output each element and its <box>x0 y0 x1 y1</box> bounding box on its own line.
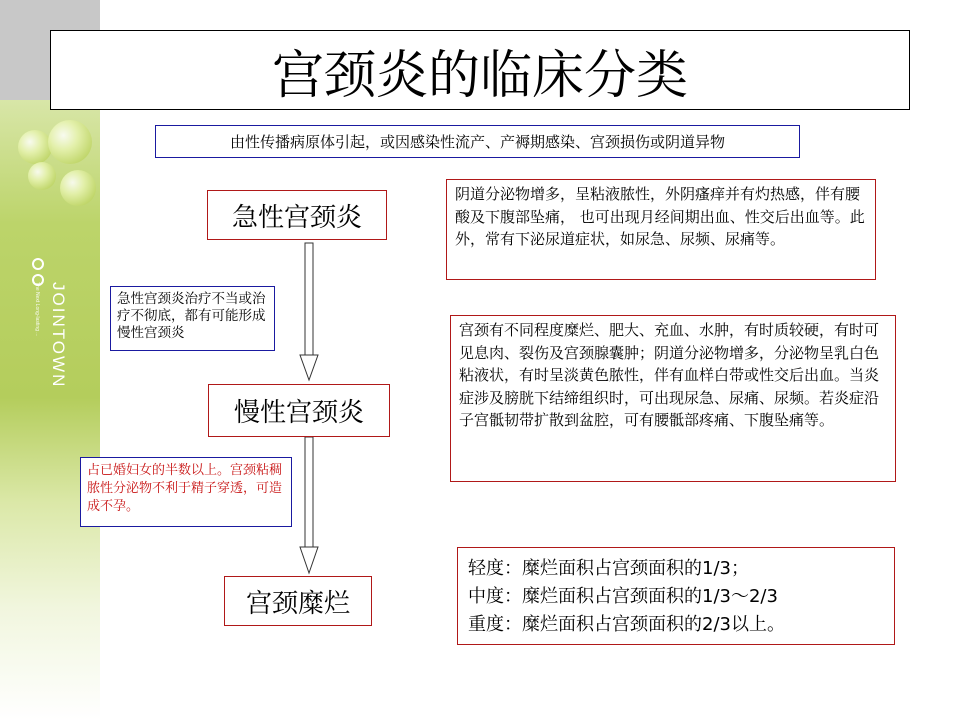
stage-acute-box: 急性宫颈炎 <box>207 190 387 240</box>
stage-erosion-box: 宫颈糜烂 <box>224 576 372 626</box>
bead-decoration <box>28 162 56 190</box>
acute-description-box: 阴道分泌物增多，呈粘液脓性，外阴瘙痒并有灼热感，伴有腰酸及下腹部坠痛， 也可出现月经间期出血、性交后出血等。此外，常有下泌尿道症状，如尿急、尿频、尿痛等。 <box>446 179 876 280</box>
grade-moderate: 中度：糜烂面积占宫颈面积的1/3～2/3 <box>468 586 778 607</box>
decorative-side-band <box>0 100 100 720</box>
bead-decoration <box>60 170 96 206</box>
note-acute-to-chronic: 急性宫颈炎治疗不当或治疗不彻底，都有可能形成慢性宫颈炎 <box>110 286 275 351</box>
bead-decoration <box>18 130 52 164</box>
chronic-description-box: 宫颈有不同程度糜烂、肥大、充血、水肿，有时质较硬，有时可见息肉、裂伤及宫颈腺囊肿；阴道分泌物增多，分泌物呈乳白色粘液状，有时呈淡黄色脓性，伴有血样白带或性交后出血。当炎症涉及膀胱下结缔组织时，可出现尿急、尿痛、尿频。若炎症沿子宫骶韧带扩散到盆腔，可有腰骶部疼痛、下腹坠痛等。 <box>450 315 896 482</box>
erosion-grade-box <box>457 547 895 645</box>
jointown-logo: JOINTOWN <box>49 282 68 389</box>
logo-tagline: The Next Long-lasting ... <box>34 282 40 337</box>
cause-text-box: 由性传播病原体引起，或因感染性流产、产褥期感染、宫颈损伤或阴道异物 <box>155 125 800 158</box>
grade-severe: 重度：糜烂面积占宫颈面积的2/3以上。 <box>468 614 785 635</box>
stage-chronic-box: 慢性宫颈炎 <box>208 384 390 437</box>
page-title: 宫颈炎的临床分类 <box>50 30 910 110</box>
grade-mild: 轻度：糜烂面积占宫颈面积的1/3； <box>468 558 749 579</box>
note-chronic-to-erosion: 占已婚妇女的半数以上。宫颈粘稠脓性分泌物不利于精子穿透，可造成不孕。 <box>80 457 292 527</box>
bead-decoration <box>48 120 92 164</box>
